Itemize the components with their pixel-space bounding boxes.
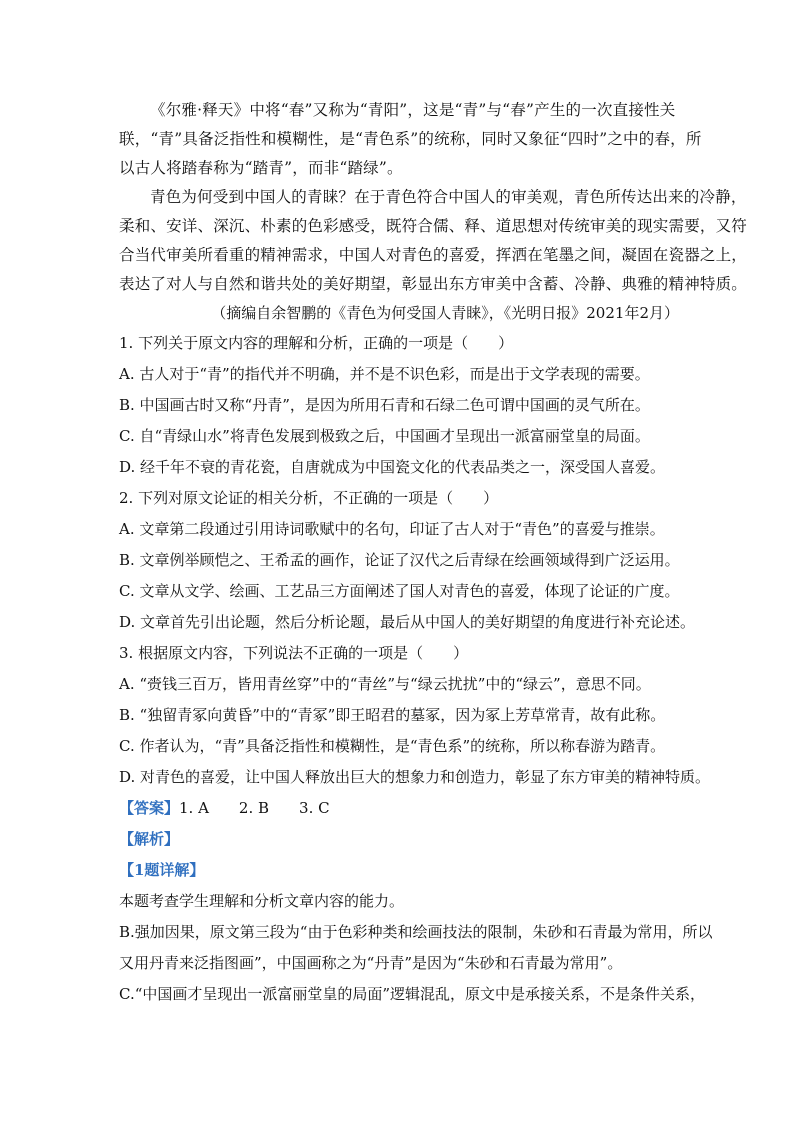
question-2-option-d: D. 文章首先引出论题，然后分析论题，最后从中国人的美好期望的角度进行补充论述。 <box>119 613 696 631</box>
question-2-option-c: C. 文章从文学、绘画、工艺品三方面阐述了国人对青色的喜爱，体现了论证的广度。 <box>119 582 680 600</box>
document-content <box>119 96 748 1010</box>
answer-line <box>119 793 679 824</box>
analysis-label-line <box>119 824 679 855</box>
answer-text: 1. A 2. B 3. C <box>179 799 330 817</box>
analysis-intro: 本题考查学生理解和分析文章内容的能力。 <box>119 892 405 910</box>
question-1 <box>119 328 679 483</box>
passage-p2-line-3: 合当代审美所看重的精神需求，中国人对青色的喜爱，挥洒在笔墨之间，凝固在瓷器之上， <box>119 246 748 264</box>
question-1-option-d: D. 经千年不衰的青花瓷，自唐就成为中国瓷文化的代表品类之一，深受国人喜爱。 <box>119 458 666 476</box>
question-2-stem: 2. 下列对原文论证的相关分析，不正确的一项是（ ） <box>119 489 499 507</box>
question-2 <box>119 483 696 638</box>
question-3-stem: 3. 根据原文内容，下列说法不正确的一项是（ ） <box>119 644 469 662</box>
passage-paragraph-1 <box>119 96 702 183</box>
answer-label: 【答案】 <box>119 799 180 817</box>
question-2-option-b: B. 文章例举顾恺之、王希孟的画作，论证了汉代之后青绿在绘画领域得到广泛运用。 <box>119 551 680 569</box>
analysis-b-line-1: B.强加因果，原文第三段为“由于色彩种类和绘画技法的限制，朱砂和石青最为常用，所以 <box>119 923 713 941</box>
analysis-c-line: C.“中国画才呈现出一派富丽堂皇的局面”逻辑混乱，原文中是承接关系，不是条件关系， <box>119 985 706 1003</box>
question-2-option-a: A. 文章第二段通过引用诗词歌赋中的名句，印证了古人对于“青色”的喜爱与推崇。 <box>119 520 665 538</box>
passage-p1-line-2: 联，“青”具备泛指性和模糊性，是“青色系”的统称，同时又象征“四时”之中的春，所 <box>119 130 702 148</box>
analysis-sub-label-line <box>119 855 679 886</box>
analysis-label: 【解析】 <box>119 830 180 848</box>
passage-paragraph-2 <box>119 183 748 299</box>
passage-p2-line-2: 柔和、安详、深沉、朴素的色彩感受，既符合儒、释、道思想对传统审美的现实需要，又符 <box>119 217 748 235</box>
passage-p2-line-4: 表达了对人与自然和谐共处的美好期望，彰显出东方审美中含蓄、冷静、典雅的精神特质。 <box>119 275 748 293</box>
analysis-b-line-2: 又用丹青来泛指图画”，中国画称之为“丹青”是因为“朱砂和石青最为常用”。 <box>119 954 623 972</box>
passage-p2-line-1: 青色为何受到中国人的青睐？在于青色符合中国人的审美观，青色所传达出来的冷静， <box>150 188 747 206</box>
question-1-option-b: B. 中国画古时又称“丹青”，是因为所用石青和石绿二色可谓中国画的灵气所在。 <box>119 396 650 414</box>
question-1-option-c: C. 自“青绿山水”将青色发展到极致之后，中国画才呈现出一派富丽堂皇的局面。 <box>119 427 650 445</box>
passage-p1-line-3: 以古人将踏春称为“踏青”，而非“踏绿”。 <box>119 159 403 177</box>
question-3 <box>119 638 711 793</box>
analysis-body <box>119 886 713 1010</box>
question-3-option-d: D. 对青色的喜爱，让中国人释放出巨大的想象力和创造力，彰显了东方审美的精神特质。 <box>119 768 711 786</box>
question-3-option-b: B. “独留青冢向黄昏”中的“青冢”即王昭君的墓冢，因为冢上芳草常青，故有此称。 <box>119 706 666 724</box>
question-3-option-a: A. “赍钱三百万，皆用青丝穿”中的“青丝”与“绿云扰扰”中的“绿云”，意思不同。 <box>119 675 651 693</box>
question-3-option-c: C. 作者认为，“青”具备泛指性和模糊性，是“青色系”的统称，所以称春游为踏青。 <box>119 737 666 755</box>
passage-p1-line-1: 《尔雅·释天》中将“春”又称为“青阳”，这是“青”与“春”产生的一次直接性关 <box>150 101 676 119</box>
analysis-sub-label: 【1题详解】 <box>119 861 205 879</box>
passage-citation: （摘编自余智鹏的《青色为何受国人青睐》，《光明日报》2021年2月） <box>211 304 679 322</box>
question-1-stem: 1. 下列关于原文内容的理解和分析，正确的一项是（ ） <box>119 334 514 352</box>
question-1-option-a: A. 古人对于“青”的指代并不明确，并不是不识色彩，而是出于文学表现的需要。 <box>119 365 650 383</box>
